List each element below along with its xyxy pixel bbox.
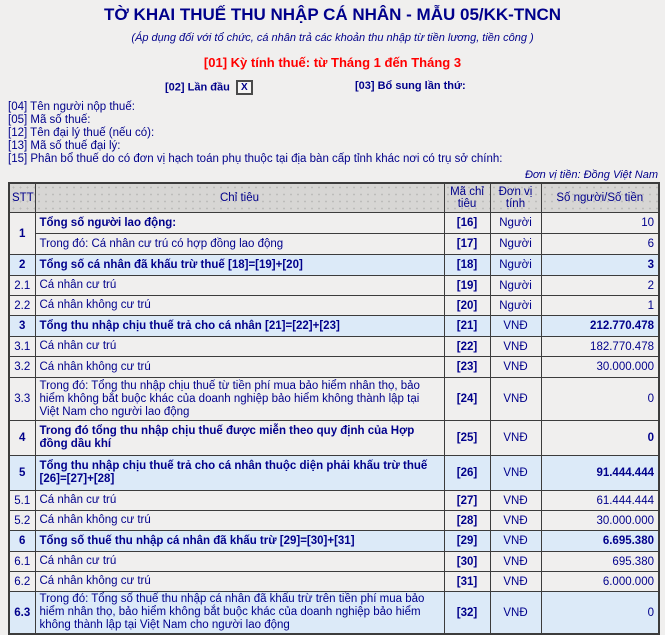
row-value: 3 <box>541 255 659 276</box>
form-subtitle: (Áp dụng đối với tổ chức, cá nhân trả các khoản thu nhập từ tiền lương, tiền công ) <box>131 32 534 44</box>
row-unit: Người <box>490 213 541 234</box>
row-label: Trong đó: Cá nhân cư trú có hợp đồng lao động <box>35 234 444 255</box>
tax-period: [01] Kỳ tính thuế: từ Tháng 1 đến Tháng 3 <box>203 55 462 70</box>
row-code: [31] <box>444 572 490 592</box>
row-unit: VNĐ <box>490 491 541 511</box>
row-code: [18] <box>444 255 490 276</box>
row-stt: 3.2 <box>9 357 35 378</box>
first-time-label-wrap <box>165 80 253 95</box>
currency-note: Đơn vị tiền: Đồng Việt Nam <box>524 169 658 181</box>
row-unit: VNĐ <box>490 531 541 552</box>
first-time-checkbox[interactable]: X <box>236 80 253 95</box>
row-stt: 5.1 <box>9 491 35 511</box>
declaration-type-row <box>0 78 665 95</box>
table-header-row <box>9 183 659 213</box>
table-row <box>9 572 659 592</box>
row-stt: 2.1 <box>9 276 35 296</box>
row-code: [29] <box>444 531 490 552</box>
row-stt: 2 <box>9 255 35 276</box>
table-row <box>9 511 659 531</box>
row-stt: 5.2 <box>9 511 35 531</box>
row-value[interactable]: 0 <box>541 592 659 635</box>
row-label: Tổng số cá nhân đã khấu trừ thuế [18]=[19]+[20] <box>35 255 444 276</box>
table-row <box>9 234 659 255</box>
taxpayer-info-block <box>8 101 665 166</box>
row-value[interactable]: 30.000.000 <box>541 357 659 378</box>
row-label: Cá nhân cư trú <box>35 552 444 572</box>
row-stt: 3.3 <box>9 378 35 421</box>
row-stt: 2.2 <box>9 296 35 316</box>
row-value: 6.695.380 <box>541 531 659 552</box>
header-stt: STT <box>9 183 35 213</box>
row-unit: VNĐ <box>490 421 541 456</box>
table-row <box>9 213 659 234</box>
table-row <box>9 296 659 316</box>
row-label: Cá nhân không cư trú <box>35 296 444 316</box>
info-line-agent-tax-code: [13] Mã số thuế đại lý: <box>8 140 121 152</box>
table-row <box>9 337 659 357</box>
row-unit: VNĐ <box>490 456 541 491</box>
row-code: [16] <box>444 213 490 234</box>
header-code: Mã chỉ tiêu <box>444 183 490 213</box>
row-value[interactable]: 182.770.478 <box>541 337 659 357</box>
table-row <box>9 276 659 296</box>
row-label: Tổng số thuế thu nhập cá nhân đã khấu trừ [29]=[30]+[31] <box>35 531 444 552</box>
first-time-label: [02] Lần đầu <box>165 81 230 94</box>
row-code: [32] <box>444 592 490 635</box>
row-label: Tổng thu nhập chịu thuế trả cho cá nhân thuộc diện phải khấu trừ thuế [26]=[27]+[28] <box>35 456 444 491</box>
info-line-taxpayer-name: [04] Tên người nộp thuế: <box>8 101 135 113</box>
page-title: TỜ KHAI THUẾ THU NHẬP CÁ NHÂN - MẪU 05/KK-TNCN <box>103 5 562 24</box>
row-value: 212.770.478 <box>541 316 659 337</box>
row-value[interactable]: 1 <box>541 296 659 316</box>
row-label: Cá nhân không cư trú <box>35 511 444 531</box>
header-label: Chỉ tiêu <box>35 183 444 213</box>
row-label: Trong đó: Tổng số thuế thu nhập cá nhân đã khấu trừ trên tiền phí mua bảo hiểm nhân thọ, bảo hiểm không bắt buộc khác của doanh nghiệp bảo hiểm không thành lập tại Việt Nam cho người lao động <box>35 592 444 635</box>
row-code: [24] <box>444 378 490 421</box>
row-code: [17] <box>444 234 490 255</box>
info-line-agent-name: [12] Tên đại lý thuế (nếu có): <box>8 127 155 139</box>
row-unit: VNĐ <box>490 316 541 337</box>
row-code: [30] <box>444 552 490 572</box>
row-label: Cá nhân không cư trú <box>35 357 444 378</box>
row-unit: VNĐ <box>490 592 541 635</box>
row-code: [23] <box>444 357 490 378</box>
table-row <box>9 552 659 572</box>
row-code: [26] <box>444 456 490 491</box>
row-stt: 1 <box>9 213 35 255</box>
row-label: Trong đó tổng thu nhập chịu thuế được miễn theo quy định của Hợp đồng dầu khí <box>35 421 444 456</box>
row-code: [22] <box>444 337 490 357</box>
row-unit: Người <box>490 296 541 316</box>
row-code: [27] <box>444 491 490 511</box>
row-unit: Người <box>490 255 541 276</box>
row-stt: 6.1 <box>9 552 35 572</box>
row-value: 91.444.444 <box>541 456 659 491</box>
table-row <box>9 378 659 421</box>
row-unit: VNĐ <box>490 378 541 421</box>
row-unit: Người <box>490 276 541 296</box>
table-row <box>9 316 659 337</box>
header-unit: Đơn vị tính <box>490 183 541 213</box>
row-stt: 3 <box>9 316 35 337</box>
row-unit: VNĐ <box>490 337 541 357</box>
row-unit: VNĐ <box>490 511 541 531</box>
table-row <box>9 255 659 276</box>
row-value[interactable]: 61.444.444 <box>541 491 659 511</box>
row-label: Cá nhân không cư trú <box>35 572 444 592</box>
row-stt: 3.1 <box>9 337 35 357</box>
row-value[interactable]: 6.000.000 <box>541 572 659 592</box>
row-stt: 6.2 <box>9 572 35 592</box>
row-label: Tổng thu nhập chịu thuế trả cho cá nhân [21]=[22]+[23] <box>35 316 444 337</box>
row-label: Tổng số người lao động: <box>35 213 444 234</box>
row-code: [21] <box>444 316 490 337</box>
row-stt: 4 <box>9 421 35 456</box>
row-unit: VNĐ <box>490 572 541 592</box>
row-unit: Người <box>490 234 541 255</box>
row-value[interactable]: 30.000.000 <box>541 511 659 531</box>
header-value: Số người/Số tiền <box>541 183 659 213</box>
row-label: Trong đó: Tổng thu nhập chịu thuế từ tiền phí mua bảo hiểm nhân thọ, bảo hiểm không bắt buộc khác của doanh nghiệp bảo hiểm không thành lập tại Việt Nam cho người lao động <box>35 378 444 421</box>
row-code: [28] <box>444 511 490 531</box>
row-value[interactable]: 695.380 <box>541 552 659 572</box>
table-row <box>9 421 659 456</box>
declaration-table <box>8 182 660 635</box>
row-label: Cá nhân cư trú <box>35 491 444 511</box>
row-value[interactable]: 0 <box>541 378 659 421</box>
table-row <box>9 357 659 378</box>
row-label: Cá nhân cư trú <box>35 337 444 357</box>
table-row <box>9 592 659 635</box>
info-line-tax-allocation: [15] Phân bổ thuế do có đơn vị hạch toán phụ thuộc tại địa bàn cấp tỉnh khác nơi có trụ sở chính: <box>8 153 503 165</box>
row-label: Cá nhân cư trú <box>35 276 444 296</box>
row-code: [20] <box>444 296 490 316</box>
supplement-label: [03] Bổ sung lần thứ: <box>355 80 466 92</box>
row-value[interactable]: 10 <box>541 213 659 234</box>
row-stt: 5 <box>9 456 35 491</box>
row-value[interactable]: 6 <box>541 234 659 255</box>
row-unit: VNĐ <box>490 357 541 378</box>
row-stt: 6.3 <box>9 592 35 635</box>
row-stt: 6 <box>9 531 35 552</box>
row-value[interactable]: 2 <box>541 276 659 296</box>
row-value[interactable]: 0 <box>541 421 659 456</box>
table-row <box>9 531 659 552</box>
row-code: [25] <box>444 421 490 456</box>
row-unit: VNĐ <box>490 552 541 572</box>
info-line-tax-code: [05] Mã số thuế: <box>8 114 91 126</box>
table-row <box>9 491 659 511</box>
table-row <box>9 456 659 491</box>
row-code: [19] <box>444 276 490 296</box>
